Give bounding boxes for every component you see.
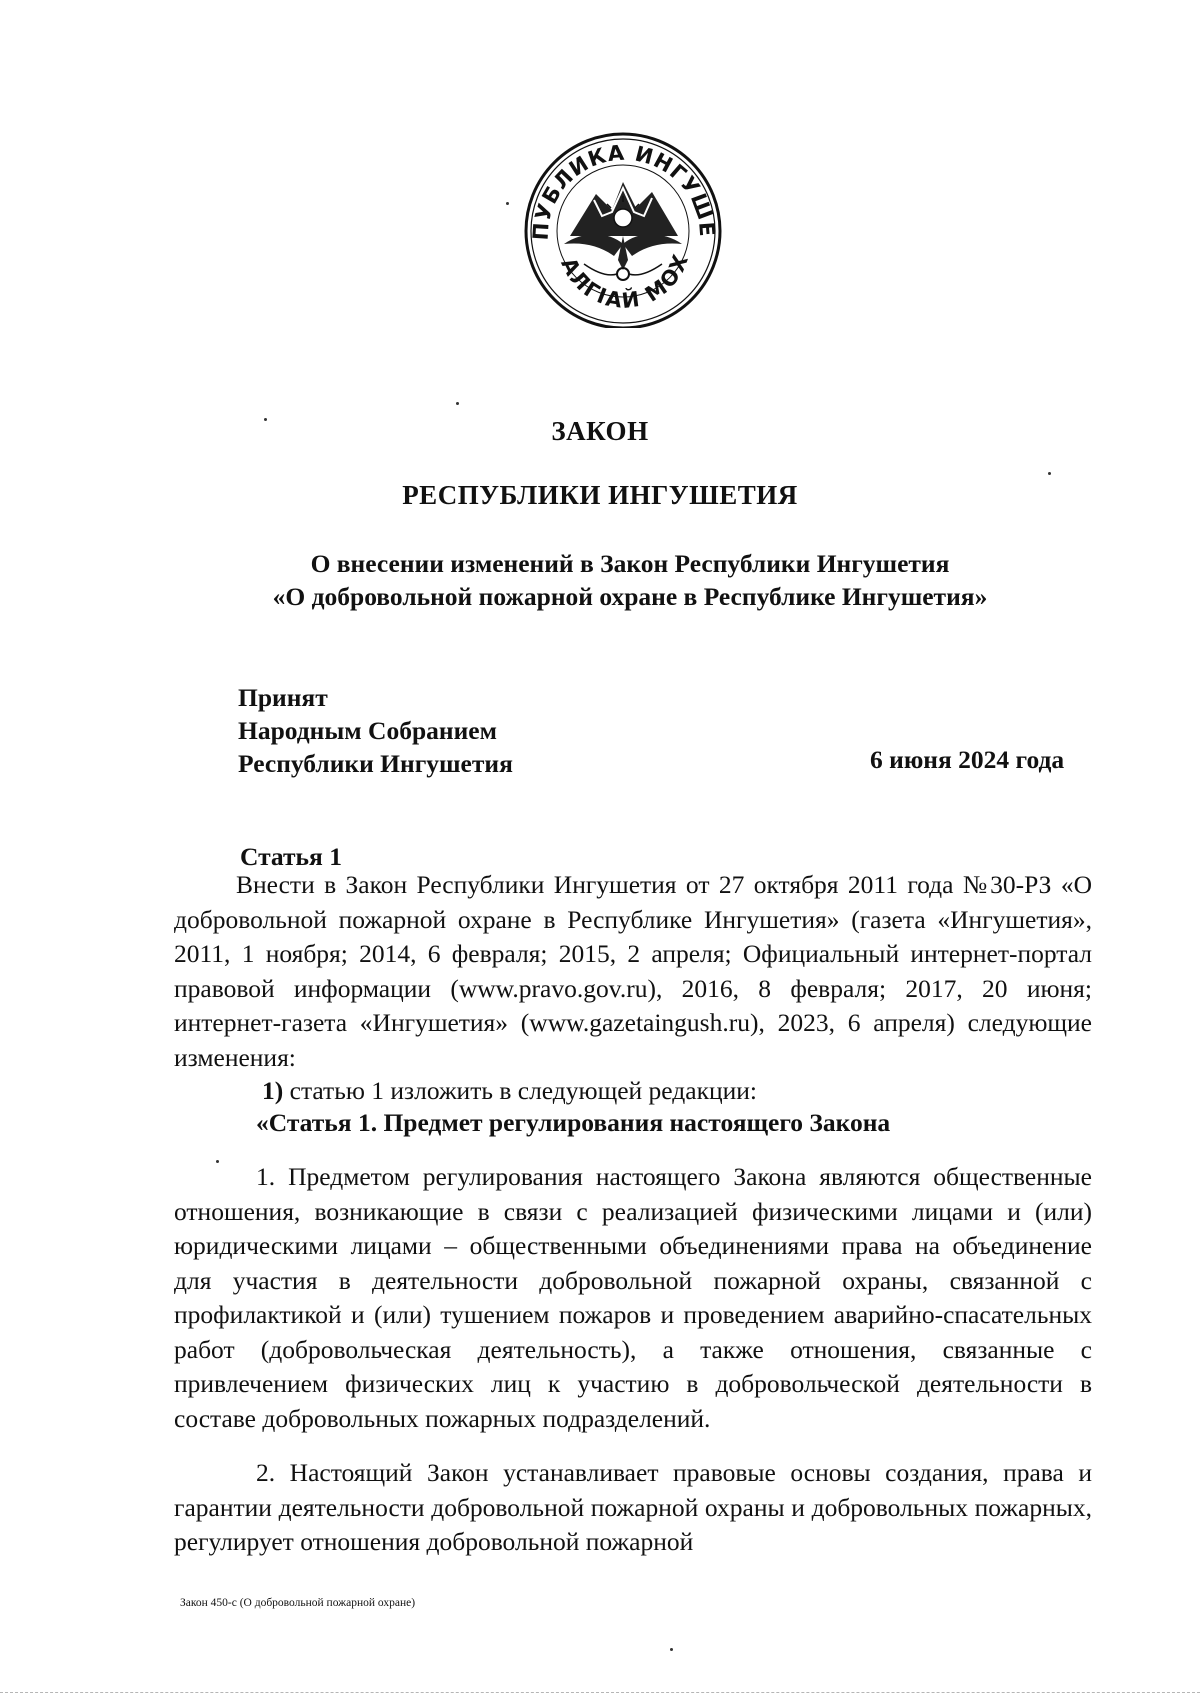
- scan-speck: [670, 1648, 673, 1651]
- republic-heading: РЕСПУБЛИКИ ИНГУШЕТИЯ: [402, 480, 798, 510]
- emblem-bottom-text: АЛГӀАЙ МОХ: [556, 249, 694, 314]
- scan-speck: [216, 1160, 219, 1163]
- subject-line-2: «О добровольной пожарной охране в Республике Ингушетия»: [272, 582, 988, 611]
- adopted-line-3: Республики Ингушетия: [238, 749, 513, 778]
- republic-emblem-seal: [522, 132, 724, 328]
- paragraph-2: 2. Настоящий Закон устанавливает правовые основы создания, права и гарантии деятельности добровольной пожарной охраны и добровольных пожарных, регулирует отношения добровольной пожарной: [174, 1458, 1092, 1556]
- adoption-block: [238, 681, 513, 780]
- scan-speck: [264, 418, 267, 421]
- paragraph-1: 1. Предметом регулирования настоящего Закона являются общественные отношения, возникающие в связи с реализацией физическими лицами и (или) юридическими лицами – общественными объединениями права на объединение для участия в деятельности добровольной пожарной охраны, связанной с профилактикой и (или) тушением пожаров и проведением аварийно-спасательных работ (добровольческая деятельность), а также отношения, связанные с привлечением физических лиц к участию в добровольческой деятельности в составе добровольных пожарных подразделений.: [174, 1162, 1092, 1433]
- law-heading: ЗАКОН: [551, 416, 649, 446]
- article-1-intro: [174, 868, 1092, 1075]
- paragraph-1-block: [174, 1160, 1092, 1436]
- adopted-line-1: Принят: [238, 683, 328, 712]
- adoption-date: 6 июня 2024 года: [870, 745, 1065, 774]
- article-1-title: Статья 1: [240, 842, 342, 871]
- item-1-text: статью 1 изложить в следующей редакции:: [289, 1076, 757, 1105]
- scan-speck: [506, 202, 509, 205]
- subject-line-1: О внесении изменений в Закон Республики Ингушетия: [310, 549, 950, 578]
- scan-speck: [1048, 472, 1051, 475]
- scan-speck: [456, 402, 459, 405]
- emblem-top-text: ПУБЛИКА ИНГУШЕ: [528, 140, 720, 241]
- page-footer: Закон 450-с (О добровольной пожарной охране): [180, 1597, 416, 1609]
- item-1-number: 1): [262, 1076, 284, 1105]
- law-subject: [200, 547, 1060, 613]
- adopted-line-2: Народным Собранием: [238, 716, 497, 745]
- amendment-item-1: [262, 1076, 757, 1106]
- scan-edge-divider: [0, 1692, 1200, 1694]
- new-article-title: «Статья 1. Предмет регулирования настоящего Закона: [256, 1108, 891, 1137]
- intro-paragraph: Внести в Закон Республики Ингушетия от 27 октября 2011 года №30-РЗ «О добровольной пожарной охране в Республике Ингушетия» (газета «Ингушетия», 2011, 1 ноября; 2014, 6 февраля; 2015, 2 апреля; Официальный интернет-портал правовой информации (www.pravo.gov.ru), 2016, 8 февраля; 2017, 20 июня; интернет-газета «Ингушетия» (www.gazetaingush.ru), 2023, 6 апреля) следующие изменения:: [174, 870, 1092, 1072]
- paragraph-2-block: [174, 1456, 1092, 1560]
